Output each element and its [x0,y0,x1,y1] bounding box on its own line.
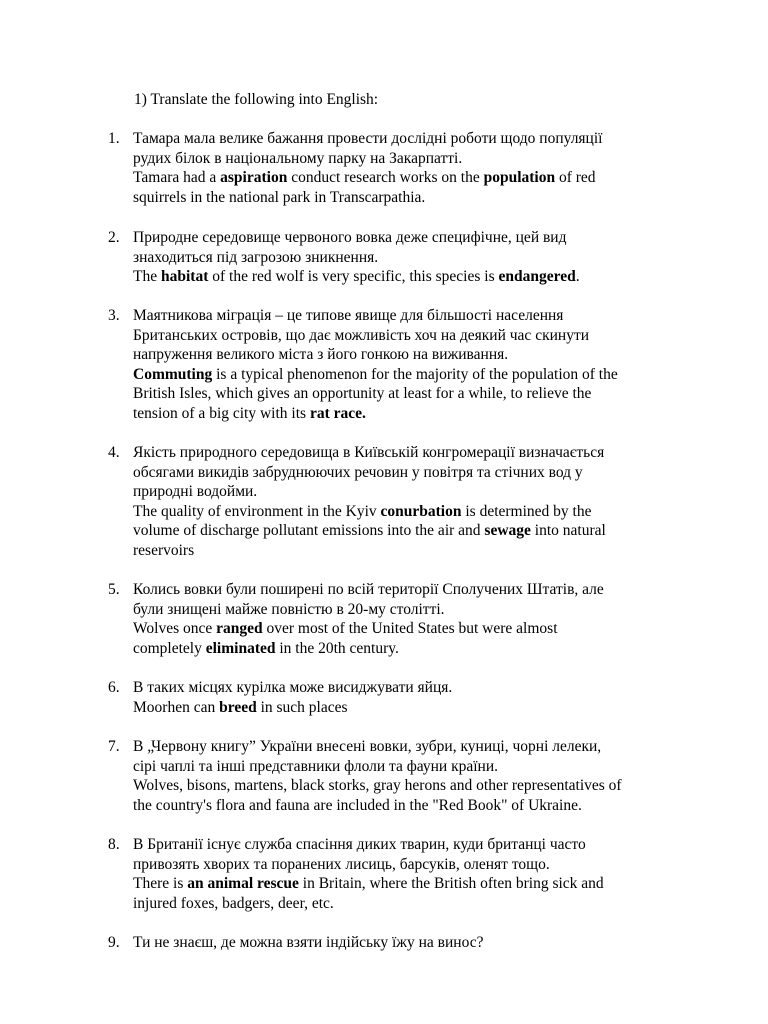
text-segment: обсягами викидів забруднюючих речовин у повітря та стічних вод у [133,463,583,481]
text-segment: completely [133,639,206,657]
text-line [133,933,713,953]
text-segment: напруження великого міста з його гонкою на виживання. [133,346,509,363]
text-line [133,600,713,620]
text-line [133,776,713,796]
key-term: habitat [160,268,209,285]
text-segment: British Isles, which gives an opportunity at least for a while, to relieve the [133,385,592,402]
text-line [133,502,713,522]
item-number: 6. [108,679,120,696]
item-text [133,228,713,287]
text-segment: in such places [256,698,348,716]
item-text [133,678,713,717]
text-line [133,248,713,268]
item-text [133,835,713,913]
key-term: ranged [216,620,263,637]
text-line [133,482,713,502]
text-segment: There is [133,875,188,892]
text-segment: in the 20th century. [275,639,399,657]
text-segment: В Британії існує служба спасіння диких тварин, куди британці часто [133,836,586,853]
text-line [133,365,713,385]
text-segment: Ти не знаєш, де можна взяти індійську їжу на винос? [133,934,484,951]
text-line [133,639,713,659]
key-term: breed [219,698,257,716]
text-line [133,541,713,561]
text-segment: Тамара мала велике бажання провести дослідні роботи щодо популяції [133,130,603,147]
text-segment: Британських островів, що дає можливість хоч на деякий час скинути [133,326,590,344]
text-line [133,168,713,188]
text-line [133,267,713,287]
text-line [133,149,713,169]
text-segment: Маятникова міграція – це типове явище для більшості населення [133,307,564,324]
text-segment: of red [555,169,596,186]
text-line [133,521,713,541]
item-number: 8. [108,836,120,853]
text-line [133,188,713,208]
text-segment: The [133,268,161,285]
text-segment: injured foxes, badgers, deer, etc. [133,894,334,912]
text-segment: volume of discharge pollutant emissions into the air and [133,522,485,539]
text-segment: Природне середовище червоного вовка деже специфічне, цей вид [133,229,567,246]
text-segment: the country's flora and fauna are included in the "Red Book" of Ukraine. [133,796,582,814]
item-number: 4. [108,444,120,461]
key-term: an animal rescue [187,875,299,892]
text-segment: into natural [530,522,606,539]
text-segment: В „Червону книгу” України внесені вовки, зубри, куниці, чорні лелеки, [133,738,602,755]
item-text [133,129,713,207]
text-line [133,580,713,600]
exercise-heading: 1) Translate the following into English: [134,91,379,108]
text-line [133,306,713,326]
text-line [133,737,713,757]
text-segment: Колись вовки були поширені по всій території Сполучених Штатів, але [133,581,604,598]
item-text [133,443,713,560]
text-segment: squirrels in the national park in Transcarpathia. [133,188,426,206]
key-term: Commuting [133,365,213,383]
text-segment: були знищені майже повністю в 20-му столітті. [133,600,445,618]
text-line [133,796,713,816]
item-number: 3. [108,307,120,324]
text-line [133,855,713,875]
item-number: 5. [108,581,120,598]
text-line [133,129,713,149]
text-segment: reservoirs [133,541,195,559]
item-number: 9. [108,934,120,951]
text-segment: in Britain, where the British often bring sick and [298,875,604,892]
text-line [133,698,713,718]
text-line [133,345,713,365]
item-text [133,737,713,815]
key-term: eliminated [205,639,276,657]
key-term: sewage [484,522,531,539]
text-segment: Moorhen can [133,698,220,716]
text-segment: tension of a big city with its [133,404,310,422]
item-text [133,580,713,658]
item-number: 2. [108,229,120,246]
text-line [133,228,713,248]
text-segment: of the red wolf is very specific, this species is [208,268,499,285]
item-text [133,933,713,953]
text-line [133,443,713,463]
text-segment: . [575,268,580,285]
text-segment: is determined by the [461,502,592,520]
key-term: endangered [498,268,576,285]
text-segment: природні водойми. [133,483,258,500]
text-segment: В таких місцях курілка може висиджувати яйця. [133,679,453,696]
text-segment: over most of the United States but were almost [262,620,558,637]
text-segment: Wolves, bisons, martens, black storks, gray herons and other representatives of [133,777,622,794]
text-segment: conduct research works on the [287,169,484,186]
text-segment: рудих білок в національному парку на Закарпатті. [133,149,463,167]
text-segment: Wolves once [133,620,217,637]
item-number: 1. [108,130,120,147]
text-segment: The quality of environment in the Kyiv [133,502,381,520]
text-segment: знаходиться під загрозою зникнення. [133,248,379,266]
text-segment: Якість природного середовища в Київській конгромерації визначається [133,444,605,461]
text-segment: привозять хворих та поранених лисиць, барсуків, оленят тощо. [133,855,550,873]
text-line [133,835,713,855]
key-term: population [483,169,556,186]
item-text [133,306,713,423]
key-term: aspiration [220,169,288,186]
text-segment: Tamara had a [133,169,221,186]
text-line [133,894,713,914]
text-line [133,874,713,894]
text-line [133,619,713,639]
text-line [133,404,713,424]
text-line [133,326,713,346]
text-line [133,678,713,698]
key-term: rat race. [309,404,366,422]
text-segment: сірі чаплі та інші представники флоли та фауни країни. [133,757,499,775]
item-number: 7. [108,738,120,755]
text-segment: is a typical phenomenon for the majority of the population of the [212,365,618,383]
text-line [133,757,713,777]
text-line [133,384,713,404]
key-term: conurbation [380,502,462,520]
text-line [133,463,713,483]
